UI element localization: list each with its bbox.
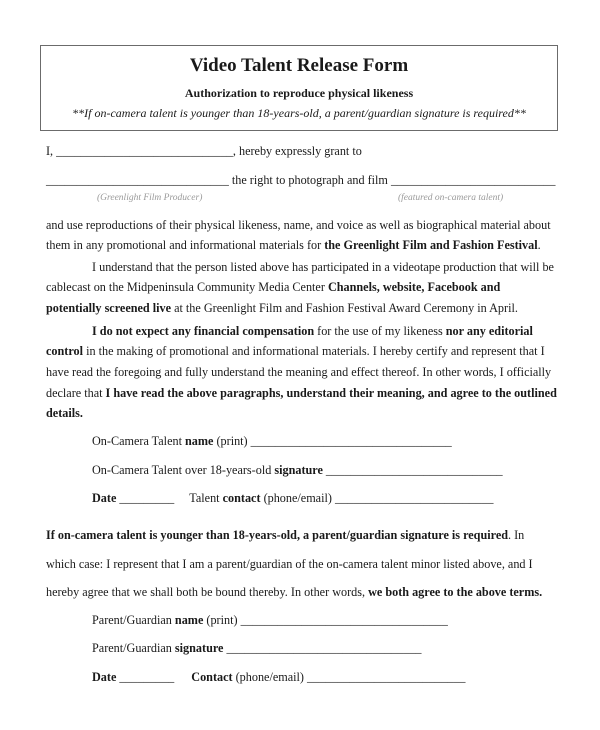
guardian-date-contact-field: Date _________ Contact (phone/email) __________________________: [92, 670, 466, 684]
producer-blank[interactable]: ______________________________: [46, 173, 229, 187]
talent-date-contact-field: Date _________ Talent contact (phone/email) __________________________: [92, 491, 494, 505]
body-p3-line-1: I do not expect any financial compensation for the use of my likeness nor any editorial: [92, 324, 533, 338]
body-p1-line-2: them in any promotional and informational materials for the Greenlight Film and Fashion Festival.: [46, 238, 541, 252]
talent-signature-field: On-Camera Talent over 18-years-old signature _____________________________: [92, 463, 503, 477]
body-p1-line-1: and use reproductions of their physical likeness, name, and voice as well as biographical material about: [46, 218, 551, 232]
caption-talent: (featured on-camera talent): [398, 193, 504, 203]
body-p2-line-2: cablecast on the Midpeninsula Community Media Center Channels, website, Facebook and: [46, 280, 501, 294]
guardian-contact-blank[interactable]: __________________________: [307, 670, 466, 684]
minor-line-3: hereby agree that we shall both be bound thereby. In other words, we both agree to the above terms.: [46, 585, 543, 599]
guardian-name-blank[interactable]: __________________________________: [240, 613, 448, 627]
grant-line-1: I, _____________________________, hereby expressly grant to: [46, 144, 362, 158]
talent-signature-blank[interactable]: _____________________________: [322, 463, 503, 477]
talent-name-field: On-Camera Talent name (print) _________________________________: [92, 434, 452, 448]
body-p2-line-3: potentially screened live at the Greenlight Film and Fashion Festival Award Ceremony in April.: [46, 301, 518, 315]
caption-producer: (Greenlight Film Producer): [97, 193, 203, 203]
guardian-date-blank[interactable]: _________: [116, 670, 175, 684]
form-subtitle: Authorization to reproduce physical likeness: [184, 86, 414, 100]
minor-line-1: If on-camera talent is younger than 18-years-old, a parent/guardian signature is required. In: [46, 528, 525, 542]
talent-name-print-blank[interactable]: _________________________________: [250, 434, 452, 448]
form-header: [40, 45, 558, 131]
guardian-signature-blank[interactable]: ________________________________: [223, 641, 422, 655]
guardian-name-field: Parent/Guardian name (print) __________________________________: [92, 613, 448, 627]
talent-contact-blank[interactable]: __________________________: [334, 491, 494, 505]
talent-date-blank[interactable]: _________: [116, 491, 175, 505]
body-p3-line-4: declare that I have read the above paragraphs, understand their meaning, and agree to the outlined: [46, 386, 557, 400]
form-title: Video Talent Release Form: [189, 55, 409, 76]
body-p3-line-5: details.: [46, 406, 83, 420]
grant-line-2: ______________________________ the right to photograph and film ___________________________: [46, 173, 556, 187]
body-p2-line-1: I understand that the person listed above has participated in a videotape production that will be: [92, 260, 554, 274]
talent-name-blank[interactable]: _____________________________: [56, 144, 233, 158]
guardian-note: **If on-camera talent is younger than 18-years-old, a parent/guardian signature is required**: [72, 106, 526, 120]
body-p3-line-3: have read the foregoing and fully understand the meaning and effect thereof. In other words, I officially: [46, 365, 552, 379]
body-p3-line-2: control in the making of promotional and informational materials. I hereby certify and represent that I: [46, 344, 545, 358]
guardian-signature-field: Parent/Guardian signature ________________________________: [92, 641, 422, 655]
minor-line-2: which case: I represent that I am a parent/guardian of the on-camera talent minor listed above, and I: [46, 557, 533, 571]
featured-talent-blank[interactable]: ___________________________: [390, 173, 556, 187]
